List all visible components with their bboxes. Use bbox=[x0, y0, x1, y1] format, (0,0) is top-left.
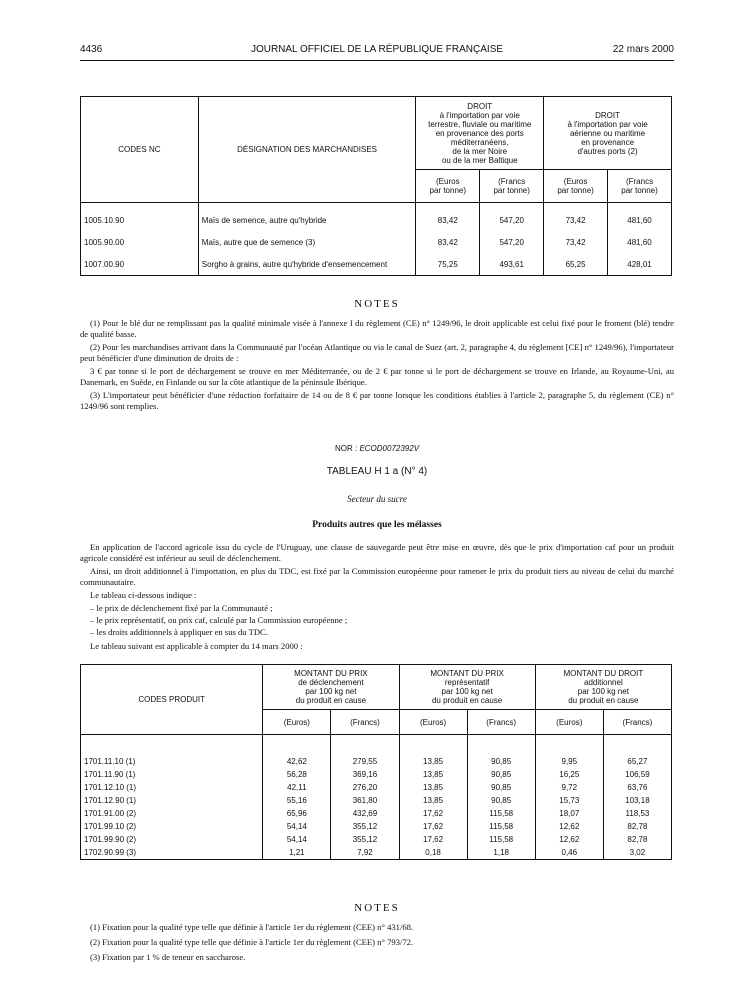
page-date: 22 mars 2000 bbox=[612, 44, 674, 55]
notes-heading: NOTES bbox=[354, 298, 400, 310]
table-row bbox=[81, 768, 672, 781]
subheader-francs: (Francs par tonne) bbox=[608, 170, 672, 203]
secteur-title: Secteur du sucre bbox=[347, 494, 407, 504]
value-cell: 73,42 bbox=[544, 203, 608, 232]
col-header-droit-ports-med: DROIT à l'importation par voie terrestre, fluviale ou maritime en provenance des ports méditerranéens, de la mer Noire ou de la mer Baltique bbox=[416, 97, 544, 170]
col-header-droit-additionnel: MONTANT DU DROIT additionnel par 100 kg net du produit en cause bbox=[535, 665, 671, 710]
value-cell: 13,85 bbox=[399, 768, 467, 781]
code-cell: 1701.12.90 (1) bbox=[81, 794, 263, 807]
value-cell: 82,78 bbox=[603, 833, 671, 846]
nor-label: NOR : bbox=[334, 444, 358, 453]
spacer-row bbox=[81, 735, 672, 756]
col-header-droit-other-ports: DROIT à l'importation par voie aérienne ou maritime en provenance d'autres ports (2) bbox=[544, 97, 672, 170]
value-cell: 3,02 bbox=[603, 846, 671, 860]
code-cell: 1702.90.99 (3) bbox=[81, 846, 263, 860]
body-paragraph: Le tableau ci-dessous indique : bbox=[90, 590, 197, 600]
value-cell: 369,16 bbox=[331, 768, 399, 781]
value-cell: 9,95 bbox=[535, 755, 603, 768]
value-cell: 42,62 bbox=[263, 755, 331, 768]
code-cell: 1007.00.90 bbox=[81, 253, 199, 276]
value-cell: 73,42 bbox=[544, 231, 608, 253]
value-cell: 0,18 bbox=[399, 846, 467, 860]
code-cell: 1701.11.90 (1) bbox=[81, 768, 263, 781]
journal-title: JOURNAL OFFICIEL DE LA RÉPUBLIQUE FRANÇAISE bbox=[250, 44, 504, 55]
designation-cell: Sorgho à grains, autre qu'hybride d'ensemencement bbox=[198, 253, 416, 276]
value-cell: 63,76 bbox=[603, 781, 671, 794]
value-cell: 115,58 bbox=[467, 820, 535, 833]
value-cell: 1,21 bbox=[263, 846, 331, 860]
value-cell: 54,14 bbox=[263, 833, 331, 846]
value-cell: 7,92 bbox=[331, 846, 399, 860]
value-cell: 1,18 bbox=[467, 846, 535, 860]
note-paragraph: (2) Fixation pour la qualité type telle que définie à l'article 1er du règlement (CEE) n° 793/72. bbox=[90, 937, 414, 947]
designation-cell: Maïs de semence, autre qu'hybride bbox=[198, 203, 416, 232]
value-cell: 90,85 bbox=[467, 781, 535, 794]
notes-heading: NOTES bbox=[354, 902, 400, 914]
value-cell: 103,18 bbox=[603, 794, 671, 807]
value-cell: 428,01 bbox=[608, 253, 672, 276]
bullet-item: – le prix représentatif, ou prix caf, calculé par la Commission européenne ; bbox=[90, 615, 348, 625]
value-cell: 56,28 bbox=[263, 768, 331, 781]
table-row bbox=[81, 253, 672, 276]
designation-cell: Maïs, autre que de semence (3) bbox=[198, 231, 416, 253]
subheader-euros: (Euros) bbox=[263, 710, 331, 735]
table-row bbox=[81, 820, 672, 833]
value-cell: 82,78 bbox=[603, 820, 671, 833]
value-cell: 118,53 bbox=[603, 807, 671, 820]
cereal-duty-table bbox=[80, 96, 672, 276]
subheader-francs: (Francs) bbox=[467, 710, 535, 735]
col-header-designation: DÉSIGNATION DES MARCHANDISES bbox=[198, 97, 416, 203]
value-cell: 547,20 bbox=[480, 203, 544, 232]
table-row bbox=[81, 833, 672, 846]
note-paragraph: (3) Fixation par 1 % de teneur en saccharose. bbox=[90, 952, 246, 962]
bullet-item: – le prix de déclenchement fixé par la Communauté ; bbox=[90, 603, 273, 613]
subheader-euros: (Euros par tonne) bbox=[544, 170, 608, 203]
subheader-euros: (Euros par tonne) bbox=[416, 170, 480, 203]
value-cell: 65,27 bbox=[603, 755, 671, 768]
page-number: 4436 bbox=[80, 44, 103, 55]
tableau-title: TABLEAU H 1 a (N° 4) bbox=[326, 466, 428, 477]
value-cell: 432,69 bbox=[331, 807, 399, 820]
value-cell: 42,11 bbox=[263, 781, 331, 794]
value-cell: 65,25 bbox=[544, 253, 608, 276]
value-cell: 83,42 bbox=[416, 231, 480, 253]
note-paragraph: 3 € par tonne si le port de déchargement se trouve en mer Méditerranée, ou de 2 € par tonne si le port de déchargement se trouve en Irlande, au Royaume-Uni, au Danemark, en Suède, en Finlande ou sur la côte atlantique de la péninsule Ibérique. bbox=[80, 366, 674, 387]
value-cell: 65,96 bbox=[263, 807, 331, 820]
value-cell: 481,60 bbox=[608, 231, 672, 253]
code-cell: 1701.12.10 (1) bbox=[81, 781, 263, 794]
col-header-codes: CODES NC bbox=[81, 97, 199, 203]
bullet-item: – les droits additionnels à appliquer en sus du TDC. bbox=[90, 627, 268, 637]
value-cell: 12,62 bbox=[535, 820, 603, 833]
table-row bbox=[81, 807, 672, 820]
value-cell: 481,60 bbox=[608, 203, 672, 232]
body-paragraph: Le tableau suivant est applicable à compter du 14 mars 2000 : bbox=[90, 641, 303, 651]
table-row bbox=[81, 846, 672, 860]
value-cell: 75,25 bbox=[416, 253, 480, 276]
subheader-euros: (Euros) bbox=[535, 710, 603, 735]
note-paragraph: (1) Fixation pour la qualité type telle que définie à l'article 1er du règlement (CEE) n° 431/68. bbox=[90, 922, 414, 932]
subheader-francs: (Francs par tonne) bbox=[480, 170, 544, 203]
code-cell: 1005.10.90 bbox=[81, 203, 199, 232]
value-cell: 106,59 bbox=[603, 768, 671, 781]
col-header-prix-representatif: MONTANT DU PRIX représentatif par 100 kg net du produit en cause bbox=[399, 665, 535, 710]
note-paragraph: (3) L'importateur peut bénéficier d'une réduction forfaitaire de 14 ou de 8 € par tonne lorsque les conditions établies à l'article 2, paragraphe 5, du règlement (CE) n° 1249/96 sont remplies. bbox=[80, 390, 674, 411]
value-cell: 17,62 bbox=[399, 807, 467, 820]
subheader-euros: (Euros) bbox=[399, 710, 467, 735]
value-cell: 13,85 bbox=[399, 794, 467, 807]
value-cell: 12,62 bbox=[535, 833, 603, 846]
table-row bbox=[81, 781, 672, 794]
value-cell: 13,85 bbox=[399, 781, 467, 794]
value-cell: 547,20 bbox=[480, 231, 544, 253]
subheader-francs: (Francs) bbox=[331, 710, 399, 735]
code-cell: 1701.91.00 (2) bbox=[81, 807, 263, 820]
value-cell: 54,14 bbox=[263, 820, 331, 833]
table-body bbox=[81, 755, 672, 860]
value-cell: 55,16 bbox=[263, 794, 331, 807]
col-header-prix-declenchement: MONTANT DU PRIX de déclenchement par 100 kg net du produit en cause bbox=[263, 665, 399, 710]
table-row bbox=[81, 755, 672, 768]
value-cell: 15,73 bbox=[535, 794, 603, 807]
sugar-prices-table bbox=[80, 664, 672, 860]
value-cell: 493,61 bbox=[480, 253, 544, 276]
value-cell: 355,12 bbox=[331, 833, 399, 846]
subheader-francs: (Francs) bbox=[603, 710, 671, 735]
value-cell: 17,62 bbox=[399, 833, 467, 846]
col-header-codes: CODES PRODUIT bbox=[81, 665, 263, 735]
note-paragraph: (2) Pour les marchandises arrivant dans la Communauté par l'océan Atlantique ou via le canal de Suez (art. 2, paragraphe 4, du règlement [CE] n° 1249/96), l'importateur peut bénéficier d'une diminution de droits de : bbox=[80, 342, 674, 363]
table-row bbox=[81, 794, 672, 807]
code-cell: 1005.90.00 bbox=[81, 231, 199, 253]
body-paragraph: Ainsi, un droit additionnel à l'importation, en plus du TDC, est fixé par la Commission européenne pour ramener le prix du produit tiers au niveau de celui du marché communautaire. bbox=[80, 566, 674, 587]
value-cell: 13,85 bbox=[399, 755, 467, 768]
value-cell: 9,72 bbox=[535, 781, 603, 794]
value-cell: 279,55 bbox=[331, 755, 399, 768]
body-paragraph: En application de l'accord agricole issu du cycle de l'Uruguay, une clause de sauvegarde peut être mise en œuvre, dès que le prix d'importation caf pour un produit agricole considéré est inférieur au seuil de déclenchement. bbox=[80, 542, 674, 563]
produits-title: Produits autres que les mélasses bbox=[312, 520, 442, 530]
value-cell: 16,25 bbox=[535, 768, 603, 781]
table-row bbox=[81, 203, 672, 232]
value-cell: 355,12 bbox=[331, 820, 399, 833]
value-cell: 18,07 bbox=[535, 807, 603, 820]
value-cell: 90,85 bbox=[467, 755, 535, 768]
value-cell: 17,62 bbox=[399, 820, 467, 833]
table-row bbox=[81, 231, 672, 253]
value-cell: 361,80 bbox=[331, 794, 399, 807]
code-cell: 1701.99.10 (2) bbox=[81, 820, 263, 833]
value-cell: 0,46 bbox=[535, 846, 603, 860]
value-cell: 90,85 bbox=[467, 768, 535, 781]
page-header bbox=[80, 44, 674, 58]
note-paragraph: (1) Pour le blé dur ne remplissant pas la qualité minimale visée à l'annexe I du règlement (CE) n° 1249/96, le droit applicable est celui fixé pour le froment (blé) tendre de qualité basse. bbox=[80, 318, 674, 339]
value-cell: 276,20 bbox=[331, 781, 399, 794]
value-cell: 115,58 bbox=[467, 807, 535, 820]
header-rule bbox=[80, 60, 674, 61]
nor-code: ECOD0072392V bbox=[359, 444, 420, 453]
value-cell: 115,58 bbox=[467, 833, 535, 846]
code-cell: 1701.99.90 (2) bbox=[81, 833, 263, 846]
value-cell: 83,42 bbox=[416, 203, 480, 232]
nor-reference bbox=[80, 444, 674, 453]
value-cell: 90,85 bbox=[467, 794, 535, 807]
code-cell: 1701.11.10 (1) bbox=[81, 755, 263, 768]
